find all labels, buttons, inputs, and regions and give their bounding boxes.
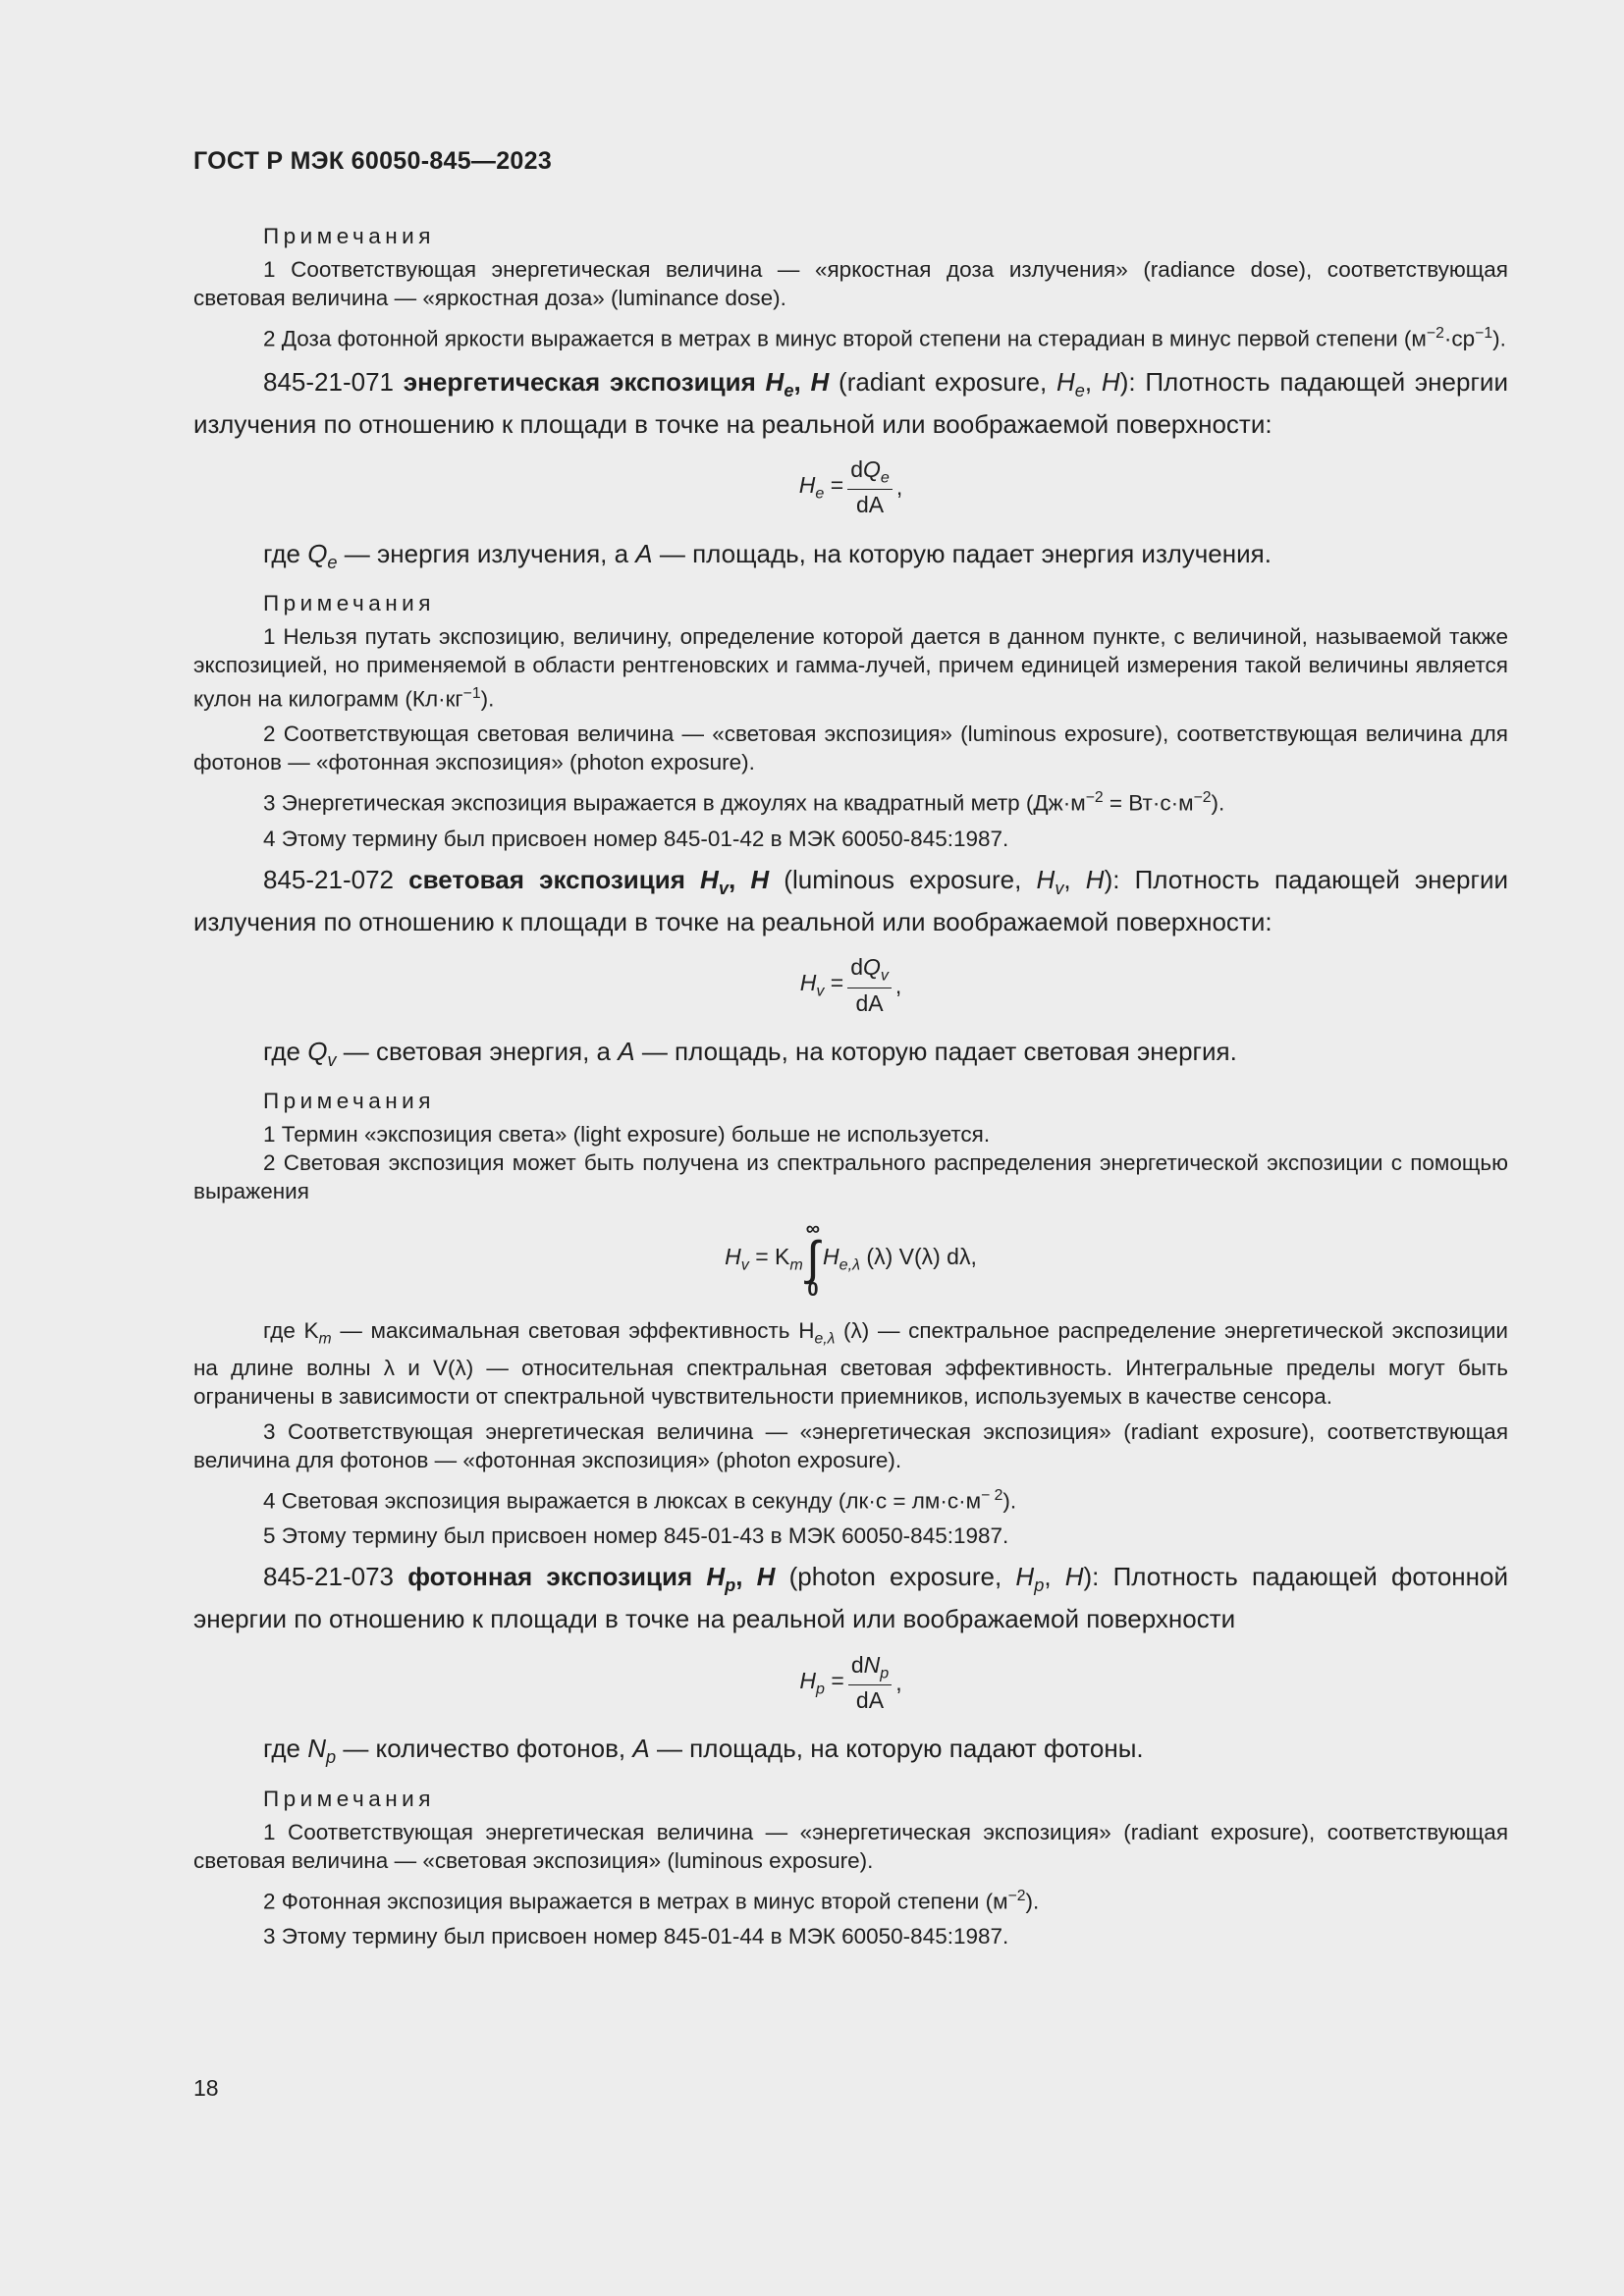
notes-heading: Примечания	[263, 1786, 435, 1811]
page-content	[193, 222, 1508, 1957]
term-definition-071: 845-21-071 энергетическая экспозиция $H_e$, H (radiant exposure, $H_e$, H): Плотность падающей энергии излучения по отношению к площади в точке на реальной или воображаемой поверхности:	[193, 366, 1508, 439]
document-header: ГОСТ Р МЭК 60050-845—2023	[193, 147, 553, 175]
page-number: 18	[193, 2075, 219, 2101]
notes-heading: Примечания	[263, 1089, 435, 1114]
formula-072: $H_v$ = $\frac{dQ_v}{dA}$ ,	[799, 954, 902, 1016]
formula-073: $H_p$ = $\frac{dN_p}{dA}$ ,	[799, 1651, 902, 1714]
note: 5 Этому термину был присвоен номер 845-01-43 в МЭК 60050-845:1987.	[263, 1523, 1009, 1549]
formula-explanation: где $K_m$ — максимальная световая эффективность $H_{e,\lambda}$ (λ) — спектральное распределение энергетической экспозиции на длине волны λ и V(λ) — относительная спектральная световая эффективность. Интегральные пределы могут быть ограничены в зависимости от спектральной чувствительности приемников, используемых в качестве сенсора.	[193, 1318, 1508, 1409]
note: 3 Энергетическая экспозиция выражается в джоулях на квадратный метр $(Дж\cdot м^{-2} = Вт\cdot с\cdot м^{-2})$.	[263, 789, 1225, 816]
note: 4 Этому термину был присвоен номер 845-01-42 в МЭК 60050-845:1987.	[263, 826, 1009, 851]
formula-explanation: где $N_p$ — количество фотонов, A — площадь, на которую падают фотоны.	[263, 1734, 1144, 1768]
notes-heading: Примечания	[263, 590, 435, 615]
note: 3 Этому термину был присвоен номер 845-01-44 в МЭК 60050-845:1987.	[263, 1924, 1009, 1949]
note: 2 Фотонная экспозиция выражается в метрах в минус второй степени $(м^{-2})$.	[263, 1887, 1040, 1914]
integral-sign: ∞ ∫ 0	[805, 1218, 821, 1302]
note: 2 Световая экспозиция может быть получена из спектрального распределения энергетической экспозиции с помощью выражения	[193, 1150, 1508, 1204]
formula-explanation: где $Q_e$ — энергия излучения, а A — площадь, на которую падает энергия излучения.	[263, 538, 1272, 572]
note: 4 Световая экспозиция выражается в люксах в секунду $(лк\cdot с = лм\cdot с\cdot м^{- 2})$.	[263, 1486, 1017, 1514]
note: 1 Термин «экспозиция света» (light exposure) больше не используется.	[263, 1122, 991, 1148]
note: 1 Соответствующая энергетическая величина — «энергетическая экспозиция» (radiant exposure), соответствующая световая величина — «световая экспозиция» (luminous exposure).	[193, 1819, 1508, 1873]
note: 2 Доза фотонной яркости выражается в метрах в минус второй степени на стерадиан в минус первой степени $(м^{-2}\cdot ср^{-1})$.	[263, 325, 1506, 351]
formula-explanation: где $Q_v$ — световая энергия, а A — площадь, на которую падает световая энергия.	[263, 1037, 1237, 1071]
note: 3 Соответствующая энергетическая величина — «энергетическая экспозиция» (radiant exposure), соответствующая величина для фотонов — «фотонная экспозиция» (photon exposure).	[193, 1418, 1508, 1472]
integral-formula: $H_v = K_m$ ∞ ∫ 0 $H_{e,\lambda}$ (λ) V(λ) dλ,	[725, 1218, 977, 1302]
notes-heading: Примечания	[263, 224, 435, 248]
formula-071: $H_e$ = $\frac{dQ_e}{dA}$ ,	[798, 455, 903, 518]
note: 2 Соответствующая световая величина — «световая экспозиция» (luminous exposure), соответствующая величина для фотонов — «фотонная экспозиция» (photon exposure).	[193, 721, 1508, 775]
term-definition-073: 845-21-073 фотонная экспозиция $H_p$, H (photon exposure, $H_p$, H): Плотность падающей фотонной энергии по отношению к площади в точке на реальной или воображаемой поверхности	[193, 1562, 1508, 1634]
term-definition-072: 845-21-072 световая экспозиция $H_v$, H (luminous exposure, $H_v$, H): Плотность падающей энергии излучения по отношению к площади в точке на реальной или воображаемой поверхности:	[193, 864, 1508, 937]
note: 1 Нельзя путать экспозицию, величину, определение которой дается в данном пункте, с величиной, называемой также экспозицией, но применяемой в области рентгеновских и гамма-лучей, причем единицей измерения такой величины является кулон на килограмм $(Кл\cdot кг^{-1})$.	[193, 623, 1508, 712]
note: 1 Соответствующая энергетическая величина — «яркостная доза излучения» (radiance dose), соответствующая световая величина — «яркостная доза» (luminance dose).	[193, 257, 1508, 310]
